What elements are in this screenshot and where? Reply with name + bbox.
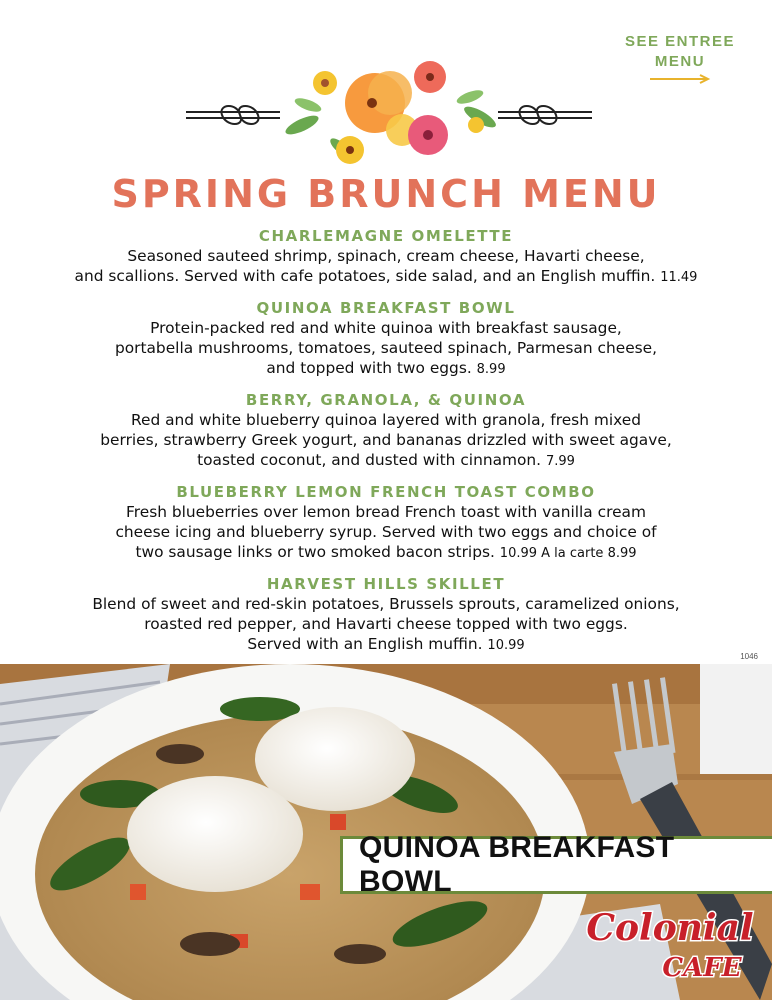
right-arrow-icon [648,74,712,84]
menu-item-price: 11.49 [660,270,698,285]
see-entree-line2: MENU [654,53,706,70]
menu-item-price: 10.99 [487,638,525,653]
svg-text:CAFE: CAFE [662,953,742,983]
page-title: SPRING BRUNCH MENU [111,172,661,216]
see-entree-menu-link[interactable] [610,32,750,84]
description-line: Red and white blueberry quinoa layered with granola, fresh mixed [130,411,641,429]
description-line: Fresh blueberries over lemon bread French toast with vanilla cream [126,503,646,521]
menu-item-description [60,410,712,472]
menu-item-description [60,318,712,380]
white-board [700,664,772,774]
description-line: Protein-packed red and white quinoa with breakfast sausage, [150,319,622,337]
menu-item-name: HARVEST HILLS SKILLET [266,575,506,593]
menu-item [60,299,712,380]
menu-item-description [60,246,712,288]
menu-item-description [60,502,712,564]
description-line: two sausage links or two smoked bacon strips. [135,543,495,561]
menu-item-price: 8.99 [476,362,506,377]
description-line: Seasoned sauteed shrimp, spinach, cream cheese, Havarti cheese, [127,247,645,265]
description-line: and topped with two eggs. [266,359,472,377]
description-line: Blend of sweet and red-skin potatoes, Brussels sprouts, caramelized onions, [92,595,680,613]
photo-caption: QUINOA BREAKFAST BOWL [359,831,675,898]
see-entree-line1: SEE ENTREE [624,33,736,50]
menu-item-description [60,594,712,656]
flower-bouquet [283,61,498,164]
right-scroll-ornament [498,106,592,124]
description-line: and scallions. Served with cafe potatoes, side salad, and an English muffin. [74,267,656,285]
description-line: portabella mushrooms, tomatoes, sauteed spinach, Parmesan cheese, [114,339,658,357]
floral-header-decoration [180,55,600,175]
menu-item-name: BLUEBERRY LEMON FRENCH TOAST COMBO [176,483,596,501]
menu-item-price: 7.99 [545,454,575,469]
menu-item [60,227,712,288]
description-line: roasted red pepper, and Havarti cheese topped with two eggs. [144,615,628,633]
left-scroll-ornament [186,106,280,124]
menu-item [60,483,712,564]
photo-caption-box [340,831,772,898]
menu-item-name: CHARLEMAGNE OMELETTE [258,227,514,245]
svg-text:Colonial: Colonial [586,907,754,949]
poached-egg [127,776,303,892]
menu-item-name: BERRY, GRANOLA, & QUINOA [245,391,527,409]
description-line: Served with an English muffin. [247,635,483,653]
description-line: toasted coconut, and dusted with cinnamon. [197,451,542,469]
menu-code: 1046 [740,652,758,661]
description-line: cheese icing and blueberry syrup. Served with two eggs and choice of [115,523,657,541]
description-line: berries, strawberry Greek yogurt, and bananas drizzled with sweet agave, [100,431,672,449]
menu-item [60,575,712,656]
menu-item-name: QUINOA BREAKFAST BOWL [256,299,516,317]
menu-item [60,391,712,472]
colonial-cafe-logo [582,898,758,986]
menu-items-list [60,227,712,667]
menu-item-price: 10.99 A la carte 8.99 [499,546,637,561]
